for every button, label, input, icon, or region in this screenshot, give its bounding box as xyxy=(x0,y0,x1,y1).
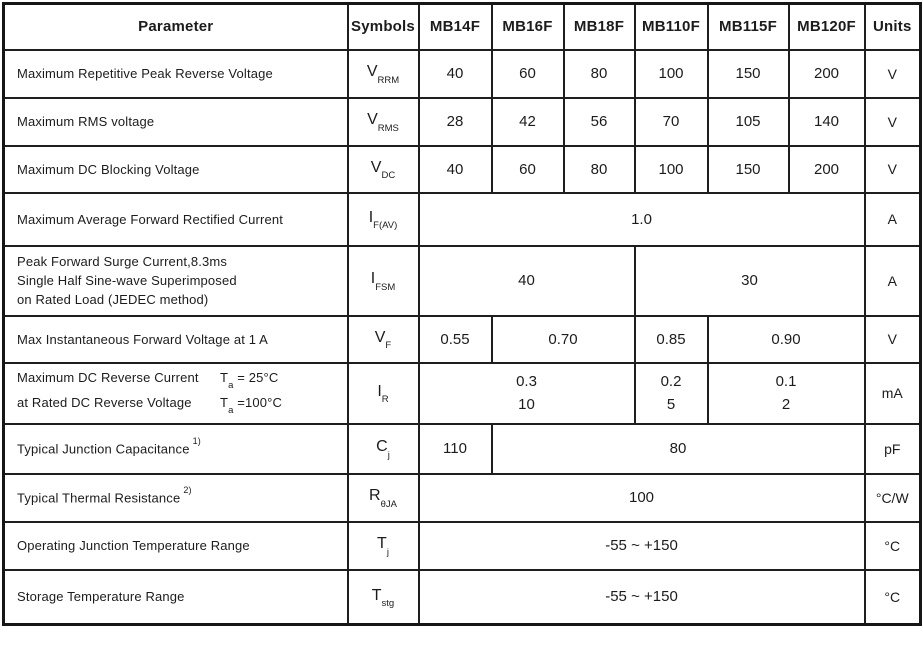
table-row xyxy=(4,363,921,424)
param-cell: Maximum Average Forward Rectified Current xyxy=(4,193,348,246)
symbol-cell: $V_{RRM}$ xyxy=(348,50,419,98)
symbol-cell: $V_F$ xyxy=(348,316,419,363)
value-cell: 0.1 2 xyxy=(708,363,865,424)
header-symbols: Symbols xyxy=(348,4,419,50)
value-cell: 0.90 xyxy=(708,316,865,363)
symbol-cell: $C_j$ xyxy=(348,424,419,474)
symbol-cell: $I_{F(AV)}$ xyxy=(348,193,419,246)
header-parameter: Parameter xyxy=(4,4,348,50)
header-mb120f: MB120F xyxy=(789,4,865,50)
param-cell: Maximum Repetitive Peak Reverse Voltage xyxy=(4,50,348,98)
value-cell: 42 xyxy=(492,98,564,146)
ratings-table xyxy=(2,2,922,626)
value-cell: 56 xyxy=(564,98,635,146)
unit-cell: A xyxy=(865,246,921,316)
unit-cell: V xyxy=(865,146,921,193)
note-superscript: 2) xyxy=(183,485,192,496)
param-cell: Maximum DC Blocking Voltage xyxy=(4,146,348,193)
value-cell: 100 xyxy=(635,146,708,193)
value-cell: 200 xyxy=(789,50,865,98)
unit-cell: mA xyxy=(865,363,921,424)
symbol-cell: $I_{FSM}$ xyxy=(348,246,419,316)
value-cell: 110 xyxy=(419,424,492,474)
value-cell: -55 ~ +150 xyxy=(419,570,865,625)
param-cell: Peak Forward Surge Current,8.3ms Single Half Sine-wave Superimposed on Rated Load (JEDEC method) xyxy=(4,246,348,316)
header-mb115f: MB115F xyxy=(708,4,789,50)
symbol-cell: $V_{DC}$ xyxy=(348,146,419,193)
value-cell: 40 xyxy=(419,246,635,316)
table-row xyxy=(4,246,921,316)
header-units: Units xyxy=(865,4,921,50)
condition-ta-25c: $T_a = 25^\circ C$ xyxy=(220,370,279,391)
value-cell: 80 xyxy=(564,50,635,98)
table-row xyxy=(4,316,921,363)
value-cell: 140 xyxy=(789,98,865,146)
value-cell: 28 xyxy=(419,98,492,146)
symbol-cell: $T_{stg}$ xyxy=(348,570,419,625)
unit-cell: °C xyxy=(865,570,921,625)
value-cell: 40 xyxy=(419,50,492,98)
condition-ta-100c: $T_a =100^\circ C$ xyxy=(220,395,283,416)
value-cell: 60 xyxy=(492,50,564,98)
value-cell: 80 xyxy=(564,146,635,193)
value-cell: 105 xyxy=(708,98,789,146)
note-superscript: 1) xyxy=(192,436,201,447)
table-row xyxy=(4,193,921,246)
param-cell: Maximum RMS voltage xyxy=(4,98,348,146)
value-cell: 30 xyxy=(635,246,865,316)
unit-cell: pF xyxy=(865,424,921,474)
unit-cell: °C xyxy=(865,522,921,570)
symbol-cell: $T_j$ xyxy=(348,522,419,570)
value-cell: 70 xyxy=(635,98,708,146)
header-mb14f: MB14F xyxy=(419,4,492,50)
table-row xyxy=(4,50,921,98)
unit-cell: V xyxy=(865,98,921,146)
value-cell: -55 ~ +150 xyxy=(419,522,865,570)
header-mb18f: MB18F xyxy=(564,4,635,50)
unit-cell: V xyxy=(865,50,921,98)
table-row xyxy=(4,570,921,625)
header-mb110f: MB110F xyxy=(635,4,708,50)
value-cell: 80 xyxy=(492,424,865,474)
value-cell: 0.70 xyxy=(492,316,635,363)
value-cell: 60 xyxy=(492,146,564,193)
value-cell: 0.2 5 xyxy=(635,363,708,424)
value-cell: 0.55 xyxy=(419,316,492,363)
table-row xyxy=(4,474,921,522)
table-row xyxy=(4,98,921,146)
symbol-cell: $V_{RMS}$ xyxy=(348,98,419,146)
param-cell: Typical Thermal Resistance$^{2)}$ xyxy=(4,474,348,522)
unit-cell: V xyxy=(865,316,921,363)
header-mb16f: MB16F xyxy=(492,4,564,50)
value-cell: 100 xyxy=(635,50,708,98)
param-cell: Operating Junction Temperature Range xyxy=(4,522,348,570)
value-cell: 200 xyxy=(789,146,865,193)
symbol-cell: $R_{\theta JA}$ xyxy=(348,474,419,522)
value-cell: 150 xyxy=(708,146,789,193)
header-row xyxy=(4,4,921,50)
unit-cell: °C/W xyxy=(865,474,921,522)
table-row xyxy=(4,424,921,474)
value-cell: 1.0 xyxy=(419,193,865,246)
symbol-cell: $I_R$ xyxy=(348,363,419,424)
table-row xyxy=(4,146,921,193)
param-cell: Maximum DC Reverse Current $T_a = 25^\circ C$ at Rated DC Reverse Voltage $T_a =100^\circ C$ xyxy=(4,363,348,424)
value-cell: 100 xyxy=(419,474,865,522)
value-cell: 0.3 10 xyxy=(419,363,635,424)
table-row xyxy=(4,522,921,570)
unit-cell: A xyxy=(865,193,921,246)
param-cell: Storage Temperature Range xyxy=(4,570,348,625)
param-cell: Typical Junction Capacitance$^{1)}$ xyxy=(4,424,348,474)
param-cell: Max Instantaneous Forward Voltage at 1 A xyxy=(4,316,348,363)
value-cell: 0.85 xyxy=(635,316,708,363)
value-cell: 40 xyxy=(419,146,492,193)
value-cell: 150 xyxy=(708,50,789,98)
